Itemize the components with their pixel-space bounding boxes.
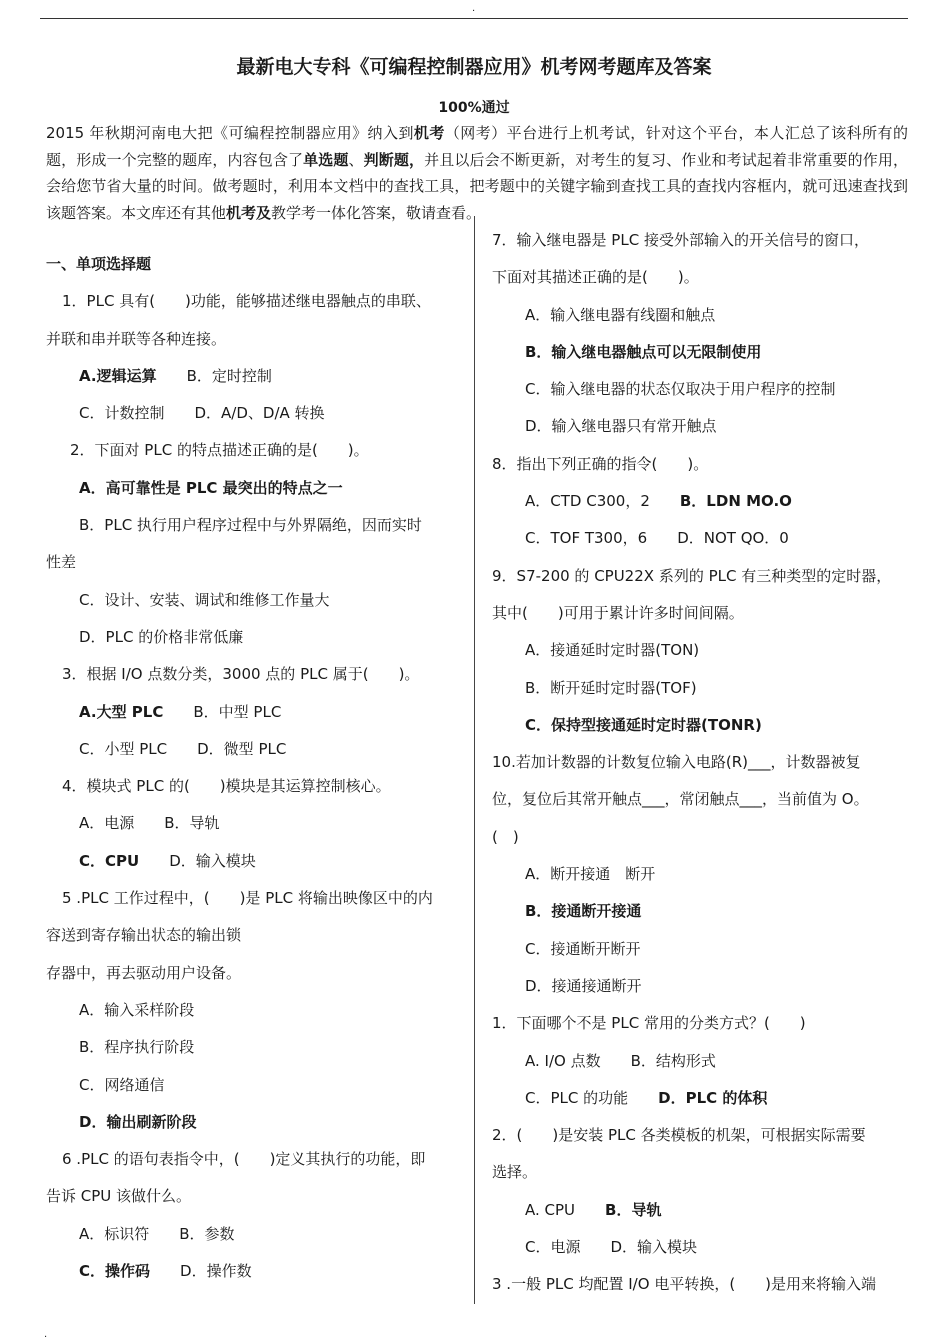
intro-text: 、 [348, 150, 364, 169]
option-row [492, 1229, 908, 1266]
question-text: 选择。 [492, 1163, 538, 1182]
option: B．定时控制 [186, 366, 272, 385]
option: A．断开接通 断开 [525, 865, 656, 884]
option: B．程序执行阶段 [79, 1038, 195, 1057]
option-row [46, 731, 462, 768]
option-correct: A.逻辑运算 [79, 366, 157, 385]
option-row [46, 1216, 462, 1253]
intro-bold: 机考 [413, 124, 445, 142]
intro-text: 教学考一体化答案，敬请查看。 [271, 203, 482, 222]
question-text: 存器中，再去驱动用户设备。 [46, 963, 242, 982]
question-text: 5 .PLC 工作过程中，( )是 PLC 将输出映像区中的内 [62, 889, 433, 908]
option: A．电源 [79, 814, 135, 833]
option: 性差 [46, 553, 77, 572]
option: D．微型 PLC [197, 739, 287, 758]
option: D．NOT QO．0 [677, 529, 789, 548]
question-text: 告诉 CPU 该做什么。 [46, 1187, 192, 1206]
option-row [492, 1043, 908, 1080]
option-row [492, 483, 908, 520]
option-row [492, 1192, 908, 1229]
option-row [46, 694, 462, 731]
question-text: 下面对其描述正确的是( )。 [492, 268, 699, 287]
option-row [492, 520, 908, 557]
question-text: 容送到寄存输出状态的输出锁 [46, 926, 242, 945]
option: A. CPU [525, 1200, 576, 1219]
option-row [46, 843, 462, 880]
option-correct: A．高可靠性是 PLC 最突出的特点之一 [79, 478, 343, 497]
option: A. I/O 点数 [525, 1051, 601, 1070]
question-text: 并联和串并联等各种连接。 [46, 329, 227, 348]
option-correct: B．导轨 [605, 1200, 662, 1219]
intro-bold: 机考及 [226, 203, 272, 222]
option: B．中型 PLC [193, 702, 282, 721]
option-correct: D．PLC 的体积 [658, 1088, 768, 1107]
option-correct: C．CPU [79, 851, 140, 870]
option: C．小型 PLC [79, 739, 168, 758]
option-correct: D．输出刷新阶段 [79, 1112, 197, 1131]
option-row [46, 805, 462, 842]
option: C．TOF T300，6 [525, 529, 648, 548]
intro-text: （网考）平台进行上机考试，针对这个平台，本人汇总了该科所有的题，形成一个完整的题库，内容包含了 [46, 124, 908, 169]
left-column [46, 246, 462, 1290]
question-text: 1．PLC 具有( )功能，能够描述继电器触点的串联、 [62, 292, 431, 311]
question-text: 7．输入继电器是 PLC 接受外部输入的开关信号的窗口， [492, 231, 869, 249]
footer-dot: . [44, 1329, 48, 1340]
option: C．网络通信 [79, 1075, 165, 1094]
option-correct: C．保持型接通延时定时器(TONR) [525, 715, 762, 734]
section-heading: 一、单项选择题 [46, 255, 152, 273]
column-divider [474, 216, 475, 1304]
intro-text: 并且以后会不断更新，对考生的复习、作业和考试起着非常重要的作用，会给您节省大量的时间。做考题时，利用本文档中的查找工具，把考题中的关键字输到查找工具的查找内容框内，就可迅速查找到该题答案。本文库还有其他 [46, 150, 908, 222]
option-correct: C．操作码 [79, 1262, 151, 1281]
question-text: 10.若加计数器的计数复位输入电路(R)___，计数器被复 [492, 753, 861, 772]
question-text: 9．S7-200 的 CPU22X 系列的 PLC 有三种类型的定时器， [492, 566, 892, 585]
header-dot: . [472, 3, 476, 14]
option: D．接通接通断开 [525, 976, 642, 995]
option: B．参数 [179, 1224, 235, 1243]
document-title: 最新电大专科《可编程控制器应用》机考网考题库及答案 [236, 56, 712, 78]
question-text: 4．模块式 PLC 的( )模块是其运算控制核心。 [62, 777, 391, 796]
question-text: 3 .一般 PLC 均配置 I/O 电平转换，( )是用来将输入端 [492, 1275, 877, 1294]
option: B．断开延时定时器(TOF) [525, 678, 697, 697]
option: B．导轨 [164, 814, 220, 833]
question-text: 2．下面对 PLC 的特点描述正确的是( )。 [70, 441, 369, 460]
document-subtitle: 100%通过 [438, 100, 510, 116]
option: D．输入继电器只有常开触点 [525, 417, 717, 436]
option: B．结构形式 [630, 1051, 716, 1070]
option: A．接通延时定时器(TON) [525, 641, 700, 660]
option: C．接通断开断开 [525, 939, 641, 958]
question-text: ( ) [492, 827, 519, 846]
option-correct: A.大型 PLC [79, 702, 164, 721]
option-correct: B．接通断开接通 [525, 902, 642, 921]
intro-bold: 单选题 [303, 150, 349, 169]
header-rule [40, 18, 908, 19]
option: C．PLC 的功能 [525, 1088, 629, 1107]
option: D．输入模块 [169, 851, 256, 870]
option-row [492, 1080, 908, 1117]
option: D．输入模块 [610, 1238, 698, 1257]
question-text: 6 .PLC 的语句表指令中，( )定义其执行的功能，即 [62, 1150, 426, 1169]
option: C．计数控制 [79, 404, 165, 423]
question-text: 1．下面哪个不是 PLC 常用的分类方式？( ) [492, 1014, 806, 1033]
option: D．A/D、D/A 转换 [194, 404, 325, 423]
option: D．操作数 [180, 1262, 252, 1281]
question-text: 位，复位后其常开触点___，常闭触点___，当前值为 O。 [492, 790, 869, 809]
question-text: 2．( )是安装 PLC 各类模板的机架，可根据实际需要 [492, 1126, 866, 1145]
option: A．输入采样阶段 [79, 1000, 195, 1019]
right-column [492, 222, 908, 1304]
option-correct: B．LDN MO.O [679, 492, 792, 511]
option: A．标识符 [79, 1224, 150, 1243]
question-text: 3．根据 I/O 点数分类，3000 点的 PLC 属于( )。 [62, 665, 420, 684]
option: C．电源 [525, 1238, 581, 1257]
option-row [46, 1253, 462, 1290]
option: A．CTD C300，2 [525, 492, 650, 511]
option: C．输入继电器的状态仅取决于用户程序的控制 [525, 380, 836, 399]
option: B．PLC 执行用户程序过程中与外界隔绝，因而实时 [79, 516, 422, 535]
intro-text: 2015 年秋期河南电大把《可编程控制器应用》纳入到 [46, 124, 414, 142]
option: D．PLC 的价格非常低廉 [79, 627, 244, 646]
question-text: 其中( )可用于累计许多时间间隔。 [492, 603, 744, 622]
option-row [46, 395, 462, 432]
intro-paragraph [46, 120, 908, 226]
option-correct: B．输入继电器触点可以无限制使用 [525, 342, 762, 361]
option: C．设计、安装、调试和维修工作量大 [79, 590, 330, 609]
question-text: 8．指出下列正确的指令( )。 [492, 454, 709, 473]
option-row [46, 358, 462, 395]
option: A．输入继电器有线圈和触点 [525, 305, 716, 324]
intro-bold: 判断题， [363, 150, 425, 169]
